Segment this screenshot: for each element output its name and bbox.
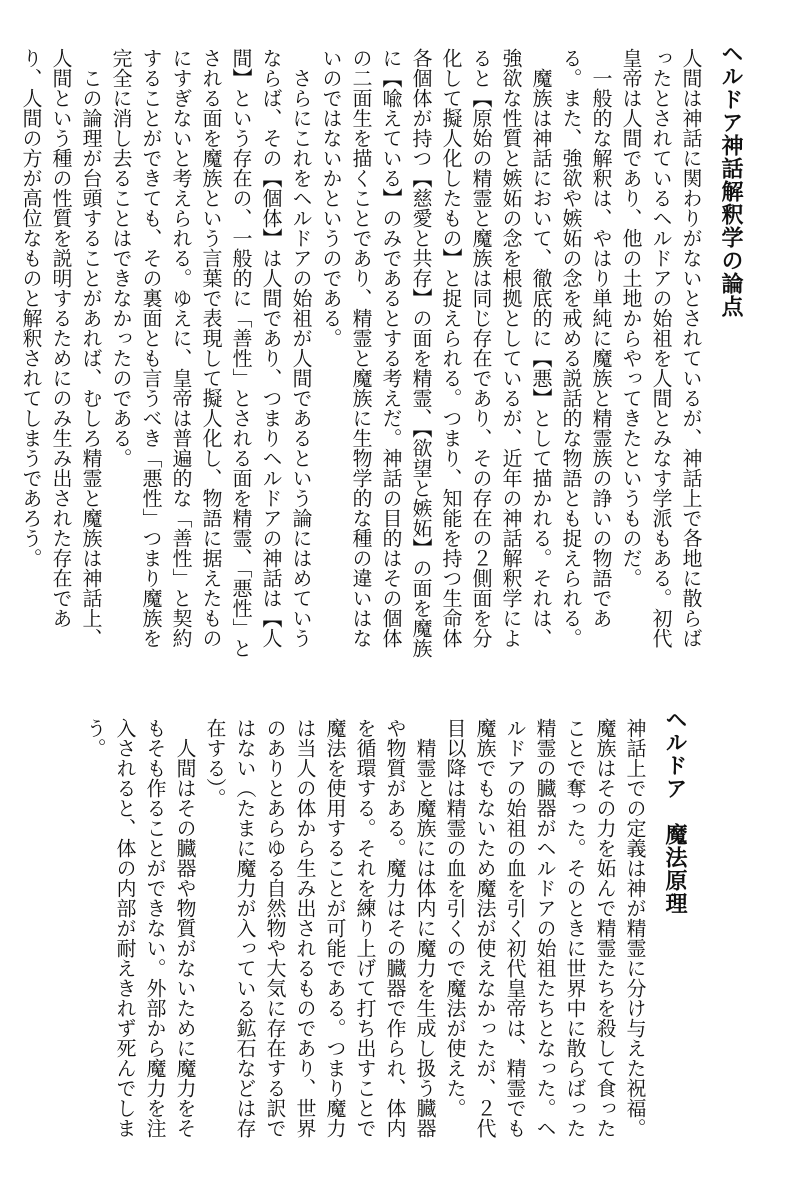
paragraph: 精霊と魔族には体内に魔力を生成し扱う臓器や物質がある。魔力はその臓器で作られ、体内を循環する。それを練り上げて打ち出すことで魔法を使用することが可能である。つまり魔力は当人の体から生み出されるものであり、世界のありとあらゆる自然物や大気に存在する訳ではない（たまに魔力が入っている鉱石などは存在する）。 [203,718,437,1138]
paragraph: 神話上での定義は神が精霊に分け与えた祝福。魔族はその力を妬んで精霊たちを殺して食ったことで奪った。そのときに世界中に散らばった精霊の臓器がヘルドアの始祖たちとなった。ヘルドアの始祖の血を引く初代皇帝は、精霊でも魔族でもないため魔法が使えなかったが、２代目以降は精霊の血を引くので魔法が使えた。 [443,718,647,1138]
paragraph: さらにこれをヘルドアの始祖が人間であるという論にはめていうならば、その【個体】は人間であり、つまりヘルドアの神話は【人間】という存在の、一般的に「善性」とされる面を精霊、「悪性」とされる面を魔族という言葉で表現して擬人化し、物語に据えたものにすぎないと考えられる。ゆえに、皇帝は普遍的な「善性」と契約することができても、その裏面とも言うべき「悪性」つまり魔族を完全に消し去ることはできなかったのである。 [109,48,313,658]
section-heading-magic-principle: ヘルドア 魔法原理 [662,708,687,915]
paragraph: 魔族は神話において、徹底的に【悪】として描かれる。それは、強欲な性質と嫉妬の念を根拠としているが、近年の神話解釈学によると【原始の精霊と魔族は同じ存在であり、その存在の２側面を分化して擬人化したもの】と捉えられる。つまり、知能を持つ生命体各個体が持つ【慈愛と共存】の面を精霊、【欲望と嫉妬】の面を魔族に【喩えている】のみであるとする考えだ。神話の目的はその個体の二面生を描くことであり、精霊と魔族に生物学的な種の違いはないのではないかというのである。 [319,48,553,658]
section-body-mythology-interpretation [16,48,706,658]
paragraph: 人間は神話に関わりがないとされているが、神話上で各地に散らばったとされているヘルドアの始祖を人間とみなす学派もある。初代皇帝は人間であり、他の土地からやってきたというものだ。 [619,48,703,648]
paragraph: この論理が台頭することがあれば、むしろ精霊と魔族は神話上、人間という種の性質を説明するためにのみ生み出された存在であり、人間の方が高位なものと解釈されてしまうであろう。 [19,48,103,648]
section-heading-mythology-interpretation: ヘルドア神話解釈学の論点 [718,42,743,318]
paragraph: 一般的な解釈は、やはり単純に魔族と精霊族の諍いの物語である。また、強欲や嫉妬の念を戒める説話的な物語とも捉えられる。 [559,48,613,648]
section-body-magic-principle [80,718,650,1138]
paragraph: 人間はその臓器や物質がないために魔力をそもそも作ることができない。外部から魔力を注入されると、体の内部が耐えきれず死んでしまう。 [83,718,197,1138]
